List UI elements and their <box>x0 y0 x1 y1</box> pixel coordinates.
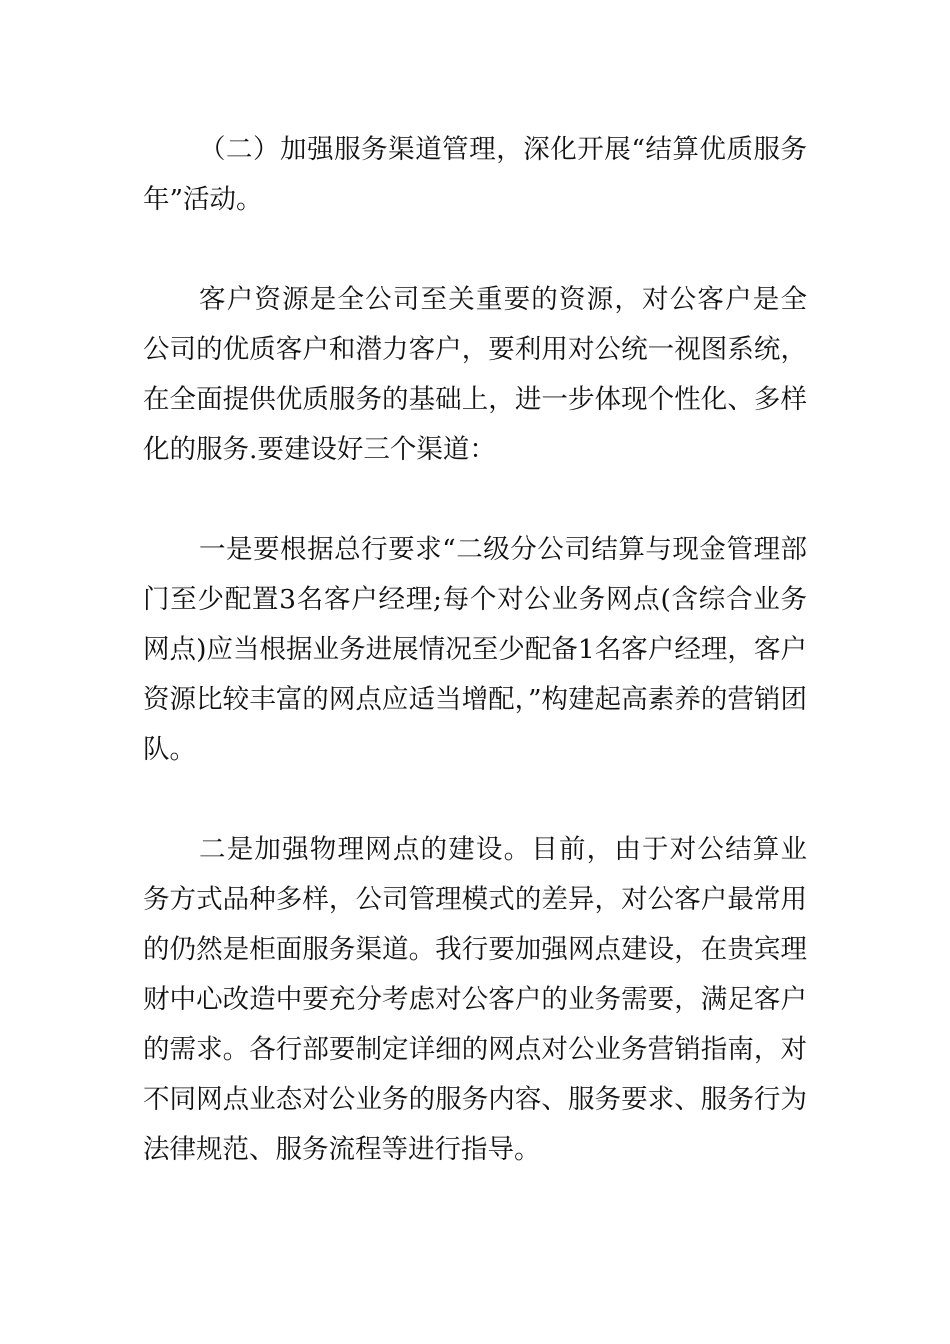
body-paragraph-customer-resources: 客户资源是全公司至关重要的资源，对公客户是全公司的优质客户和潜力客户，要利用对公统一视图系统，在全面提供优质服务的基础上，进一步体现个性化、多样化的服务.要建设好三个渠道： <box>143 284 807 465</box>
section-heading-paragraph: （二）加强服务渠道管理，深化开展“结算优质服务年”活动。 <box>143 134 807 215</box>
body-paragraph-channel-one: 一是要根据总行要求“二级分公司结算与现金管理部门至少配置3名客户经理;每个对公业务网点(含综合业务网点)应当根据业务进展情况至少配备1名客户经理，客户资源比较丰富的网点应适当增配，”构建起高素养的营销团队。 <box>143 534 807 765</box>
body-paragraph-channel-two: 二是加强物理网点的建设。目前，由于对公结算业务方式品种多样，公司管理模式的差异，对公客户最常用的仍然是柜面服务渠道。我行要加强网点建设，在贵宾理财中心改造中要充分考虑对公客户的业务需要，满足客户的需求。各行部要制定详细的网点对公业务营销指南，对不同网点业态对公业务的服务内容、服务要求、服务行为法律规范、服务流程等进行指导。 <box>143 834 807 1165</box>
